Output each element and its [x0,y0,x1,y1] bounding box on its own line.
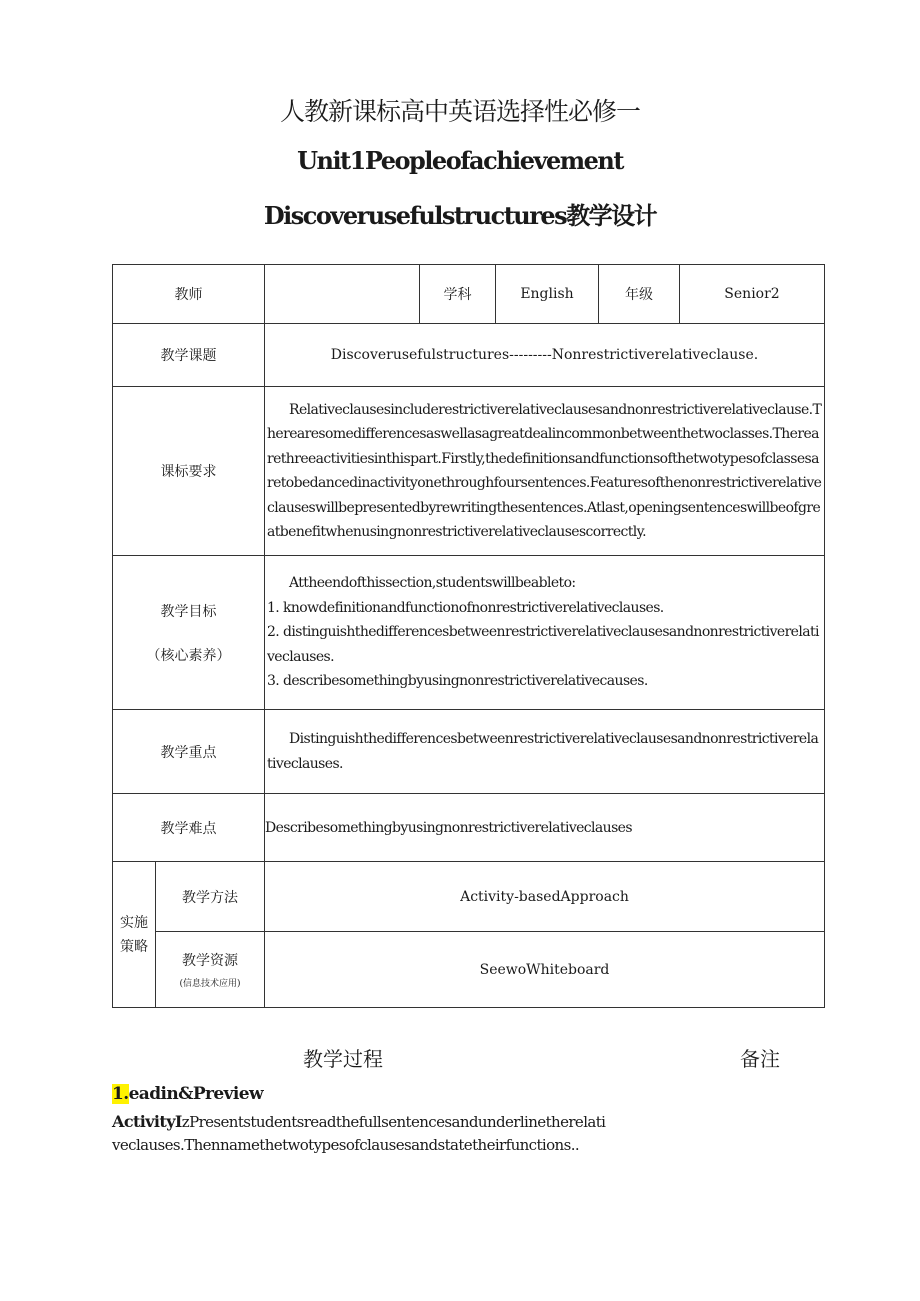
goals-label-cell [113,556,265,710]
table-row [113,556,825,710]
teacher-value [265,265,420,324]
goals-sublabel: （核心素养） [146,647,231,664]
standard-text [265,387,825,556]
goal-item: 3. describesomethingbyusingnonrestrictiverelativecauses. [267,673,648,690]
activity-label: ActivityⅠ [112,1112,182,1131]
teacher-label: 教师 [113,265,265,324]
goal-item: 2. distinguishthedifferencesbetweenrestrictiverelativeclausesandnonrestrictiverelativeclauses. [267,624,819,665]
table-row [113,387,825,556]
grade-label: 年级 [599,265,680,324]
step-number: 1. [112,1084,129,1104]
standard-label: 课标要求 [113,387,265,556]
table-row [113,862,825,932]
doc-title-line3: Discoverusefulstructures教学设计 [263,201,657,230]
subject-value: English [496,265,599,324]
table-row [113,932,825,1008]
activity-text: zPresentstudentsreadthefullsentencesandunderlinetherelativeclauses.Thennamethetwotypesofclausesandstatetheirfunctions.. [112,1113,606,1154]
goals-intro: Attheendofthissection,studentswillbeableto: [289,575,576,592]
resource-value: SeewoWhiteboard [265,932,825,1008]
lesson-plan-table [112,264,825,1008]
strategy-label-cell [113,862,156,1008]
table-row [113,710,825,794]
grade-value: Senior2 [680,265,825,324]
method-label: 教学方法 [156,862,265,932]
process-heading: 教学过程 [303,1047,383,1071]
topic-label: 教学课题 [113,324,265,387]
table-row [113,265,825,324]
key-text-cell [265,710,825,794]
activity-paragraph [112,1110,612,1157]
topic-value: Discoverusefulstructures---------Nonrestrictiverelativeclause. [265,324,825,387]
difficult-label: 教学难点 [113,794,265,862]
step-heading [112,1084,263,1104]
table-row [113,324,825,387]
method-value: Activity-basedApproach [265,862,825,932]
resource-label-cell [156,932,265,1008]
standard-paragraph: Relativeclausesincluderestrictiverelativeclausesandnonrestrictiverelativeclause.Therearesomedifferencesaswellasagreatdealincommonbetweenthetwoclasses.Therearethreeactivitiesinthispart.Firstly,thedefinitionsandfunctionsofthetwotypesofclassesaretobedancedinactivityonethroughfoursentences.Featuresofthenonrestrictiverelativeclauseswillbepresentedbyrewritingthesentences.Atlast,openingsentenceswillbeofgreatbenefitwhenusingnonrestrictiverelativeclausescorrectly. [267,401,822,540]
goal-item: 1. knowdefinitionandfunctionofnonrestrictiverelativeclauses. [267,599,664,616]
subject-label: 学科 [420,265,496,324]
key-text: Distinguishthedifferencesbetweenrestrictiverelativeclausesandnonrestrictiverelativeclauses. [267,731,819,772]
key-label: 教学重点 [113,710,265,794]
goals-label: 教学目标 [160,603,217,620]
resource-label: 教学资源 [182,953,238,969]
doc-title-line1: 人教新课标高中英语选择性必修一 [279,97,640,126]
goals-text [265,556,825,710]
strategy-label: 实施策略 [120,914,148,955]
difficult-text: Describesomethingbyusingnonrestrictiverelativeclauses [265,794,825,862]
resource-sublabel: (信息技术应用) [179,979,241,989]
note-heading: 备注 [740,1047,780,1071]
doc-title-line2: Unit1Peopleofachievement [297,146,623,175]
step-title: eadin&Preview [128,1084,263,1104]
table-row [113,794,825,862]
